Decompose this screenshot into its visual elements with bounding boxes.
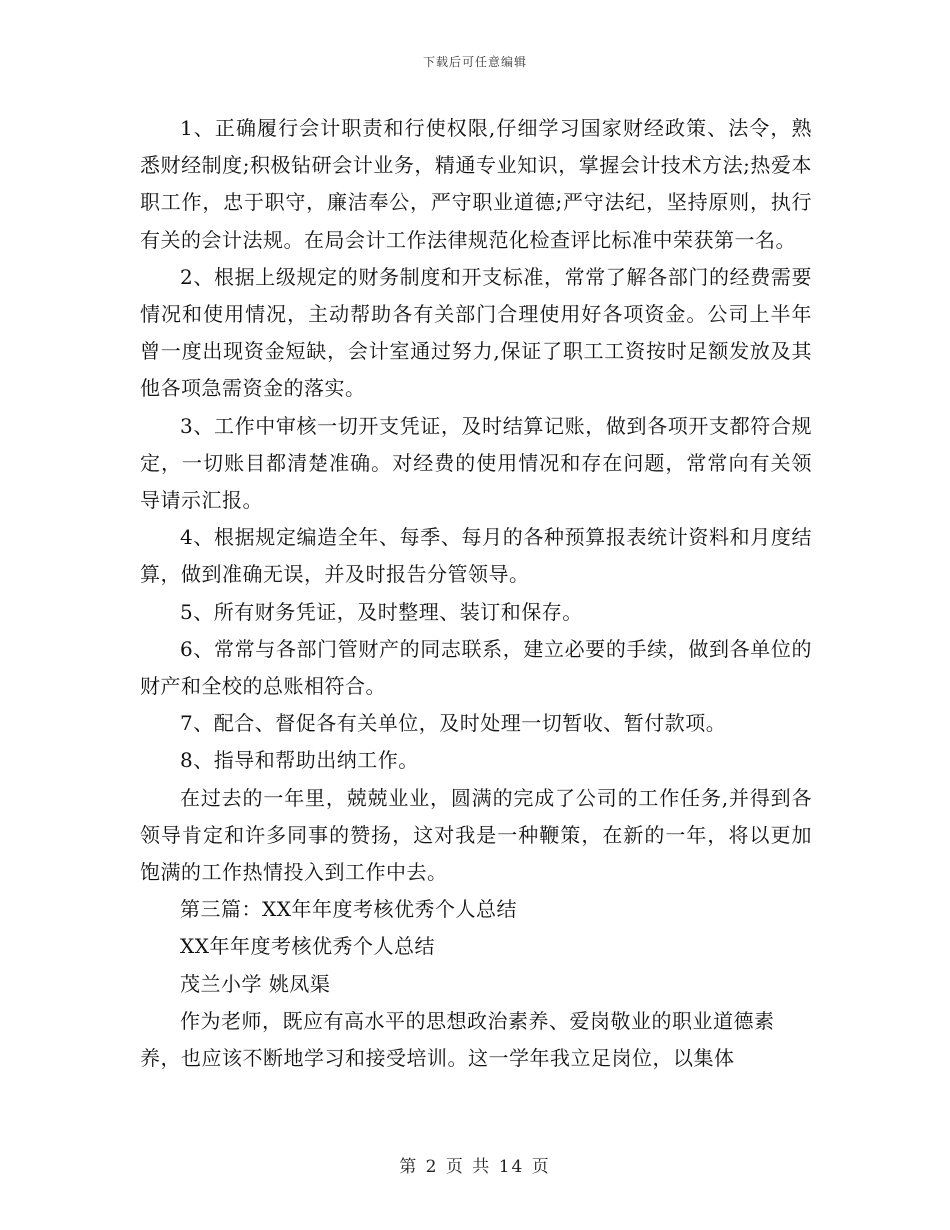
paragraph-intro: 作为老师，既应有高水平的思想政治素养、爱岗敬业的职业道德素养，也应该不断地学习和接受培训。这一学年我立足岗位，以集体 [140, 1008, 775, 1071]
page-number-footer: 第 2 页 共 14 页 [399, 1157, 551, 1177]
paragraph-item-4: 4、根据规定编造全年、每季、每月的各种预算报表统计资料和月度结算，做到准确无误，并及时报告分管领导。 [140, 525, 812, 587]
author-line: 茂兰小学 姚凤渠 [180, 971, 331, 996]
paragraph-item-8: 8、指导和帮助出纳工作。 [180, 748, 419, 773]
paragraph-summary: 在过去的一年里，兢兢业业，圆满的完成了公司的工作任务,并得到各领导肯定和许多同事的赞扬，这对我是一种鞭策，在新的一年，将以更加饱满的工作热情投入到工作中去。 [140, 785, 812, 885]
paragraph-item-1: 1、正确履行会计职责和行使权限,仔细学习国家财经政策、法令，熟悉财经制度;积极钻研会计业务，精通专业知识，掌握会计技术方法;热爱本职工作，忠于职守，廉洁奉公，严守职业道德;严守法纪，坚持原则，执行有关的会计法规。在局会计工作法律规范化检查评比标准中荣获第一名。 [140, 116, 812, 252]
paragraph-item-5: 5、所有财务凭证，及时整理、装订和保存。 [180, 599, 583, 624]
paragraph-item-7: 7、配合、督促各有关单位，及时处理一切暂收、暂付款项。 [180, 711, 727, 736]
document-body [140, 110, 812, 1077]
document-title: XX年年度考核优秀个人总结 [180, 934, 435, 959]
section-heading: 第三篇：XX年年度考核优秀个人总结 [180, 897, 517, 922]
paragraph-item-2: 2、根据上级规定的财务制度和开支标准，常常了解各部门的经费需要情况和使用情况，主动帮助各有关部门合理使用好各项资金。公司上半年曾一度出现资金短缺，会计室通过努力,保证了职工工资按时足额发放及其他各项急需资金的落实。 [140, 264, 812, 401]
paragraph-item-6: 6、常常与各部门管财产的同志联系，建立必要的手续，做到各单位的财产和全校的总账相符合。 [140, 636, 812, 699]
paragraph-item-3: 3、工作中审核一切开支凭证，及时结算记账，做到各项开支都符合规定，一切账目都清楚准确。对经费的使用情况和存在问题，常常向有关领导请示汇报。 [140, 413, 812, 513]
page-header-note: 下载后可任意编辑 [422, 55, 527, 69]
